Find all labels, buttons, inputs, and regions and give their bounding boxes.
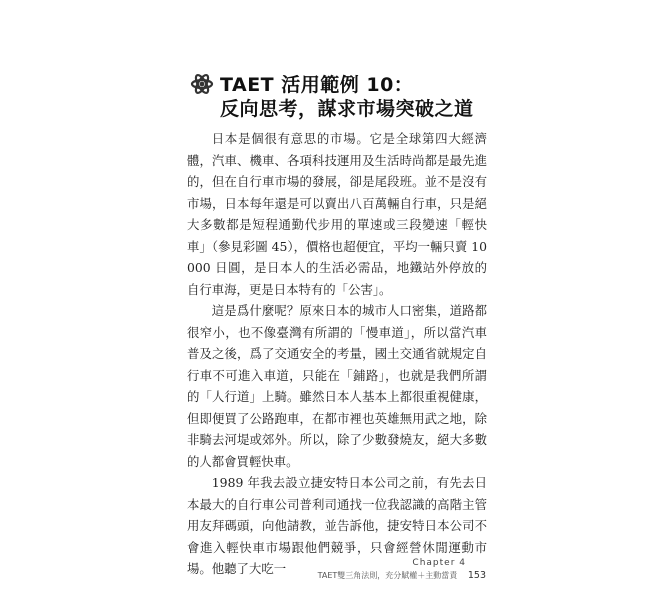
body-text (187, 128, 487, 580)
footer-chapter-subtitle: TAET雙三角法則，充分賦權＋主動當責 (317, 571, 458, 580)
paragraph-2: 這是爲什麼呢？原來日本的城市人口密集，道路都很窄小，也不像臺灣有所謂的「慢車道」，所以當汽車普及之後，爲了交通安全的考量，國土交通省就規定自行車不可進入車道，只能在「鋪路」，也就是我們所謂的「人行道」上騎。雖然日本人基本上都很重視健康，但即便買了公路跑車，在都市裡也英雄無用武之地，除非騎去河堤或郊外。所以，除了少數發燒友，絕大多數的人都會買輕快車。 (187, 303, 487, 469)
page-number: 153 (467, 570, 486, 581)
heading-title-line2: 反向思考，謀求市場突破之道 (220, 98, 474, 120)
paragraph-3: 1989 年我去設立捷安特日本公司之前，有先去日本最大的自行車公司普利司通找一位我認識的高階主管用友拜碼頭，向他請教，並告訴他，捷安特日本公司不會進入輕快車市場跟他們競爭，只會經營休閒運動市場。他聽了大吃一 (187, 475, 487, 576)
footer-chapter-label: Chapter 4 (412, 558, 466, 568)
heading-title-line1: TAET 活用範例 10： (220, 74, 414, 96)
page-footer (318, 558, 486, 581)
atom-icon (190, 72, 214, 96)
paragraph-1: 日本是個很有意思的市場。它是全球第四大經濟體，汽車、機車、各項科技運用及生活時尚都是最先進的，但在自行車市場的發展，卻是尾段班。並不是沒有市場，日本每年還是可以賣出八百萬輛自行車，只是絕大多數都是短程通勤代步用的單速或三段變速「輕快車」（參見彩圖 45），價格也超便宜，平均一輛只賣 10000 日圓，是日本人的生活必需品，地鐵站外停放的自行車海，更是日本特有的「公害」。 (187, 131, 487, 297)
footer-row (318, 570, 486, 581)
